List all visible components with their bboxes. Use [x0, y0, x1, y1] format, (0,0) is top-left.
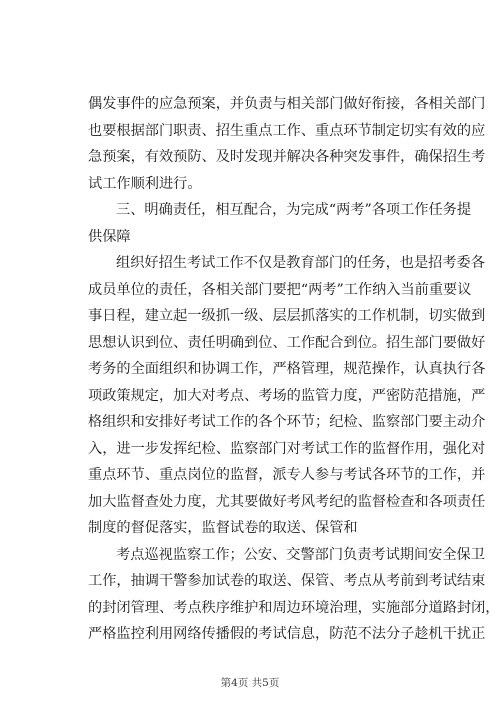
document-body	[88, 91, 500, 648]
text-line: 考点巡视监察工作；公安、交警部门负责考试期间安全保卫	[116, 546, 485, 563]
text-line: 的封闭管理、考点秩序维护和周边环境治理，实施部分道路封闭，	[88, 599, 500, 616]
text-line: 工作，抽调干警参加试卷的取送、保管、考点从考前到考试结束	[88, 573, 486, 589]
text-line: 制度的督促落实，监督试卷的取送、保管和	[88, 520, 358, 536]
page-footer: 第4页 共5页	[220, 677, 280, 689]
text-line: 重点环节、重点岗位的监督，派专人参与考试各环节的工作，并	[88, 467, 486, 483]
text-line: 加大监督查处力度，尤其要做好考风考纪的监督检查和各项责任	[88, 493, 486, 510]
text-line: 也要根据部门职责、招生重点工作、重点环节制定切实有效的应	[88, 122, 486, 139]
text-line: 三、明确责任，相互配合，为完成“两考”各项工作任务提	[116, 202, 472, 218]
text-line: 急预案，有效预防、及时发现并解决各种突发事件，确保招生考	[88, 149, 486, 165]
text-line: 偶发事件的应急预案，并负责与相关部门做好衔接，各相关部门	[88, 96, 486, 112]
text-line: 项政策规定，加大对考点、考场的监管力度，严密防范措施，严	[88, 387, 486, 404]
text-line: 试工作顺利进行。	[88, 175, 202, 192]
text-line: 组织好招生考试工作不仅是教育部门的任务，也是招考委各	[116, 255, 485, 271]
text-line: 考务的全面组织和协调工作，严格管理，规范操作，认真执行各	[88, 361, 486, 377]
text-line: 供保障	[88, 228, 131, 245]
text-line: 严格监控利用网络传播假的考试信息，防范不法分子趁机干扰正	[88, 626, 486, 642]
text-line: 成员单位的责任，各相关部门要把“两考”工作纳入当前重要议	[88, 281, 472, 298]
text-line: 入，进一步发挥纪检、监察部门对考试工作的监督作用，强化对	[88, 440, 486, 457]
text-line: 事日程，建立起一级抓一级、层层抓落实的工作机制，切实做到	[88, 308, 486, 324]
text-line: 思想认识到位、责任明确到位、工作配合到位。招生部门要做好	[88, 334, 486, 351]
text-line: 格组织和安排好考试工作的各个环节；纪检、监察部门要主动介	[88, 414, 486, 430]
